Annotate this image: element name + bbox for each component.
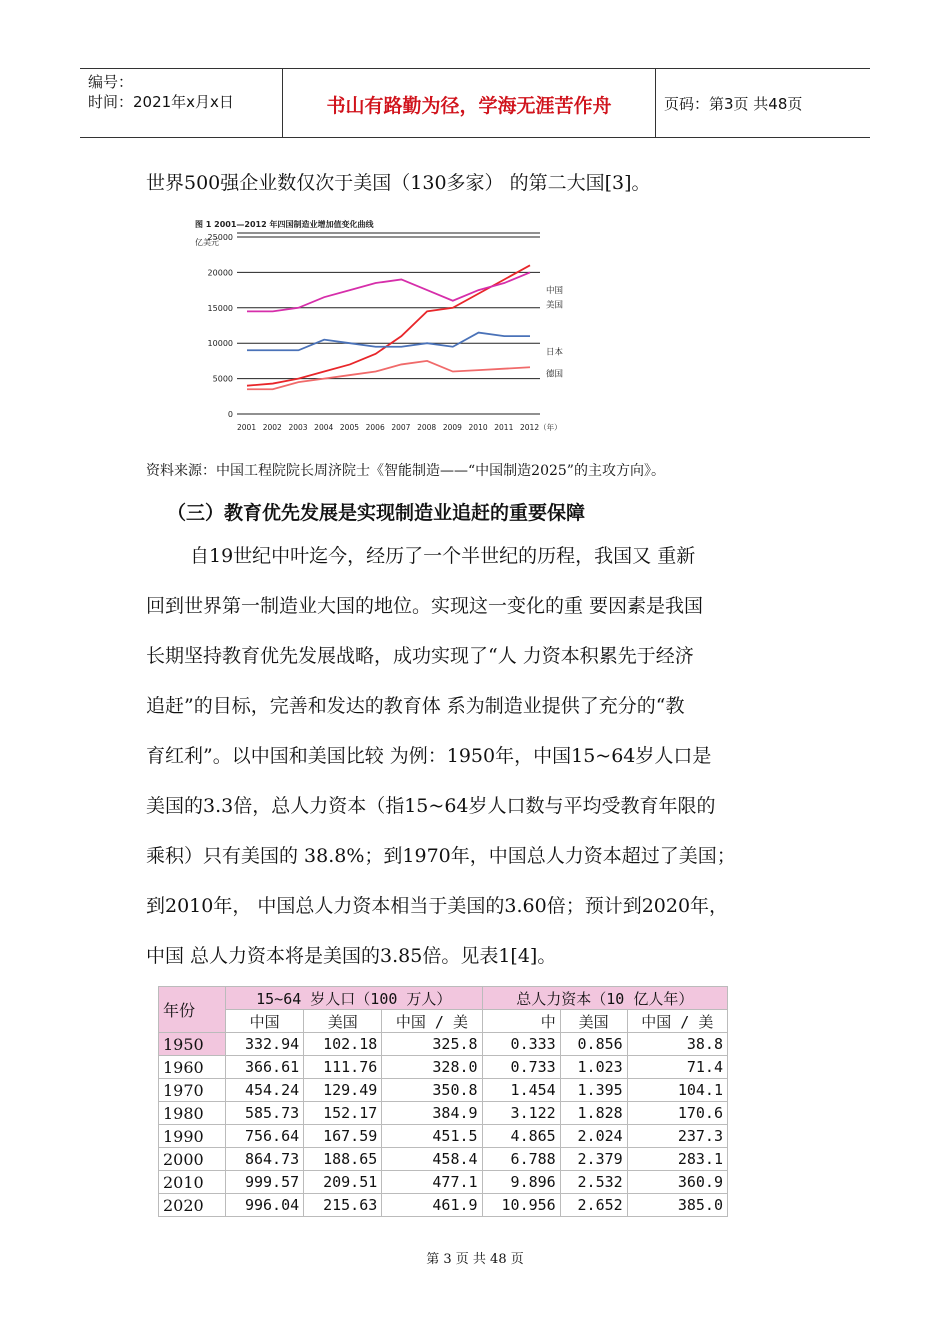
year-cell: 1990 — [159, 1125, 226, 1148]
value-cell: 2.379 — [560, 1148, 627, 1171]
header-page-cell — [656, 69, 870, 137]
value-cell: 38.8 — [627, 1033, 727, 1056]
table-body — [159, 1033, 728, 1217]
value-cell: 2.652 — [560, 1194, 627, 1217]
value-cell: 0.733 — [482, 1056, 560, 1079]
table-row — [159, 1033, 728, 1056]
value-cell: 458.4 — [382, 1148, 482, 1171]
value-cell: 237.3 — [627, 1125, 727, 1148]
value-cell: 461.9 — [382, 1194, 482, 1217]
subheader-cell: 中国 — [226, 1010, 304, 1033]
value-cell: 328.0 — [382, 1056, 482, 1079]
table-subheader-row — [159, 1010, 728, 1033]
value-cell: 2.532 — [560, 1171, 627, 1194]
capital-header: 总人力资本（10 亿人年） — [482, 987, 727, 1010]
value-cell: 384.9 — [382, 1102, 482, 1125]
para-line-7: 乘积）只有美国的 38.8%；到1970年，中国总人力资本超过了美国； — [146, 845, 736, 867]
para-line-9: 中国 总人力资本将是美国的3.85倍。见表1[4]。 — [146, 945, 557, 967]
value-cell: 585.73 — [226, 1102, 304, 1125]
page-header — [80, 68, 870, 138]
x-tick-label: 2011 — [494, 423, 514, 432]
year-cell: 2020 — [159, 1194, 226, 1217]
x-tick-label: 2010 — [468, 423, 488, 432]
legend-label: 日本 — [546, 347, 564, 358]
table-row — [159, 1102, 728, 1125]
x-tick-label: 2007 — [391, 423, 411, 432]
y-tick-label: 20000 — [207, 268, 233, 278]
x-tick-label: 2002 — [262, 423, 282, 432]
legend-label: 德国 — [546, 369, 564, 380]
population-header: 15~64 岁人口（100 万人） — [226, 987, 483, 1010]
year-cell: 1970 — [159, 1079, 226, 1102]
year-cell: 2000 — [159, 1148, 226, 1171]
para-line-8: 到2010年， 中国总人力资本相当于美国的3.60倍；预计到2020年， — [146, 895, 729, 917]
value-cell: 215.63 — [304, 1194, 382, 1217]
header-page-label: 页码：第3页 共48页 — [664, 95, 803, 113]
table-row — [159, 1194, 728, 1217]
table-row — [159, 1125, 728, 1148]
para-line-2: 回到世界第一制造业大国的地位。实现这一变化的重 要因素是我国 — [146, 595, 704, 617]
x-tick-label: 2005 — [339, 423, 360, 432]
value-cell: 477.1 — [382, 1171, 482, 1194]
x-tick-label: 2001 — [237, 423, 257, 432]
value-cell: 129.49 — [304, 1079, 382, 1102]
population-capital-table — [158, 986, 728, 1217]
y-tick-label: 25000 — [207, 233, 233, 242]
para-line-5: 育红利”。以中国和美国比较 为例：1950年，中国15~64岁人口是 — [146, 745, 712, 767]
section-heading: （三）教育优先发展是实现制造业追赶的重要保障 — [167, 502, 586, 524]
value-cell: 864.73 — [226, 1148, 304, 1171]
chart-svg — [195, 212, 580, 442]
subheader-cell: 美国 — [304, 1010, 382, 1033]
para-line-6: 美国的3.3倍，总人力资本（指15~64岁人口数与平均受教育年限的 — [146, 795, 716, 817]
para-line-1: 自19世纪中叶迄今，经历了一个半世纪的历程，我国又 重新 — [190, 545, 696, 567]
table-header-row — [159, 987, 728, 1010]
table-row — [159, 1056, 728, 1079]
value-cell: 0.333 — [482, 1033, 560, 1056]
value-cell: 454.24 — [226, 1079, 304, 1102]
chart-source: 资料来源：中国工程院院长周济院士《智能制造——“中国制造2025”的主攻方向》。 — [146, 463, 665, 479]
header-motto-cell — [283, 69, 656, 137]
value-cell: 360.9 — [627, 1171, 727, 1194]
manufacturing-chart — [195, 212, 580, 442]
para-line-4: 追赶”的目标，完善和发达的教育体 系为制造业提供了充分的“教 — [146, 695, 685, 717]
value-cell: 170.6 — [627, 1102, 727, 1125]
y-tick-label: 15000 — [207, 303, 233, 313]
y-tick-label: 0 — [227, 410, 233, 419]
value-cell: 4.865 — [482, 1125, 560, 1148]
year-header: 年份 — [159, 987, 226, 1033]
year-cell: 1980 — [159, 1102, 226, 1125]
y-axis-label: 亿美元 — [195, 238, 219, 247]
value-cell: 0.856 — [560, 1033, 627, 1056]
subheader-cell: 中 — [482, 1010, 560, 1033]
x-tick-label: 2012（年） — [520, 423, 562, 432]
series-line-3 — [247, 333, 530, 351]
x-tick-label: 2004 — [314, 423, 334, 432]
para-line-3: 长期坚持教育优先发展战略，成功实现了“人 力资本积累先于经济 — [146, 645, 694, 667]
value-cell: 999.57 — [226, 1171, 304, 1194]
subheader-cell: 中国 / 美 — [627, 1010, 727, 1033]
legend-label: 中国 — [546, 286, 564, 297]
year-cell: 2010 — [159, 1171, 226, 1194]
series-line-2 — [247, 272, 530, 311]
chart-title: 图 1 2001—2012 年四国制造业增加值变化曲线 — [195, 220, 374, 229]
header-meta-cell — [80, 69, 283, 137]
subheader-cell: 中国 / 美 — [382, 1010, 482, 1033]
value-cell: 996.04 — [226, 1194, 304, 1217]
x-tick-label: 2009 — [442, 423, 462, 432]
y-tick-label: 10000 — [207, 339, 233, 349]
value-cell: 283.1 — [627, 1148, 727, 1171]
value-cell: 1.454 — [482, 1079, 560, 1102]
year-cell: 1950 — [159, 1033, 226, 1056]
value-cell: 209.51 — [304, 1171, 382, 1194]
value-cell: 332.94 — [226, 1033, 304, 1056]
table-row — [159, 1079, 728, 1102]
value-cell: 188.65 — [304, 1148, 382, 1171]
value-cell: 111.76 — [304, 1056, 382, 1079]
value-cell: 350.8 — [382, 1079, 482, 1102]
table-row — [159, 1171, 728, 1194]
value-cell: 152.17 — [304, 1102, 382, 1125]
value-cell: 451.5 — [382, 1125, 482, 1148]
value-cell: 2.024 — [560, 1125, 627, 1148]
value-cell: 1.023 — [560, 1056, 627, 1079]
x-tick-label: 2008 — [417, 423, 437, 432]
value-cell: 6.788 — [482, 1148, 560, 1171]
year-cell: 1960 — [159, 1056, 226, 1079]
value-cell: 71.4 — [627, 1056, 727, 1079]
page-footer: 第 3 页 共 48 页 — [426, 1252, 524, 1267]
value-cell: 756.64 — [226, 1125, 304, 1148]
value-cell: 1.828 — [560, 1102, 627, 1125]
value-cell: 104.1 — [627, 1079, 727, 1102]
x-tick-label: 2006 — [365, 423, 385, 432]
x-tick-label: 2003 — [288, 423, 308, 432]
series-line-4 — [247, 361, 530, 389]
value-cell: 102.18 — [304, 1033, 382, 1056]
subheader-cell: 美国 — [560, 1010, 627, 1033]
doc-time-label: 时间：2021年x月x日 — [88, 93, 234, 111]
value-cell: 9.896 — [482, 1171, 560, 1194]
value-cell: 325.8 — [382, 1033, 482, 1056]
table-row — [159, 1148, 728, 1171]
legend-label: 美国 — [546, 300, 564, 311]
value-cell: 366.61 — [226, 1056, 304, 1079]
value-cell: 10.956 — [482, 1194, 560, 1217]
value-cell: 167.59 — [304, 1125, 382, 1148]
value-cell: 3.122 — [482, 1102, 560, 1125]
y-tick-label: 5000 — [212, 374, 233, 384]
value-cell: 385.0 — [627, 1194, 727, 1217]
body-line-0: 世界500强企业数仅次于美国（130多家） 的第二大国[3]。 — [146, 172, 651, 194]
value-cell: 1.395 — [560, 1079, 627, 1102]
doc-number-label: 编号： — [88, 73, 134, 91]
header-motto: 书山有路勤为径，学海无涯苦作舟 — [326, 95, 612, 117]
